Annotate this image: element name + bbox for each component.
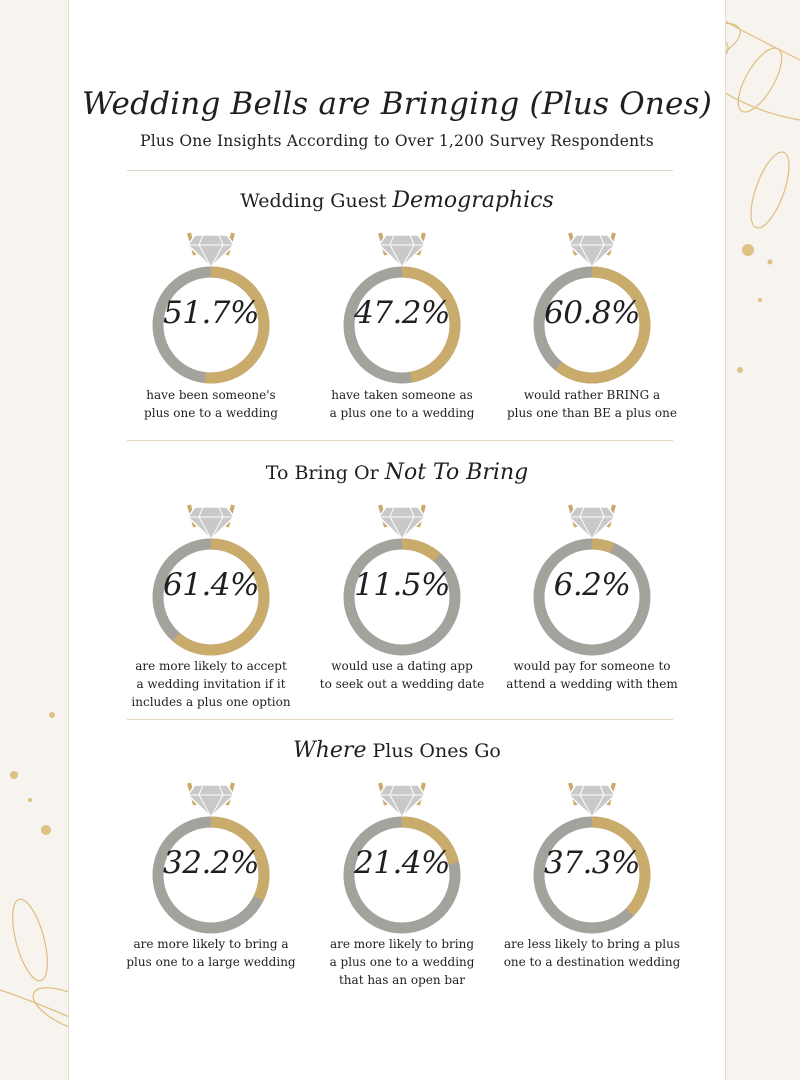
ring-percentage: 32.2%: [163, 845, 259, 881]
caption-line: plus one than BE a plus one: [507, 406, 677, 420]
page-title: Wedding Bells are Bringing (Plus Ones): [82, 86, 712, 122]
section-title-plain: To Bring Or: [265, 462, 379, 484]
page-subtitle: Plus One Insights According to Over 1,200 Survey Respondents: [140, 132, 654, 150]
ring-percentage: 37.3%: [544, 845, 640, 881]
caption-line: that has an open bar: [338, 973, 466, 987]
caption-line: have taken someone as: [331, 388, 473, 402]
ring-chart: [512, 497, 672, 667]
diamond-icon: [569, 507, 615, 539]
caption-line: would use a dating app: [331, 659, 473, 673]
ring-chart: [322, 225, 482, 395]
ring-percentage: 47.2%: [354, 295, 450, 331]
diamond-icon: [379, 785, 425, 817]
caption-line: plus one to a wedding: [144, 406, 278, 420]
ring-caption: [302, 935, 502, 989]
ring-percentage: 21.4%: [354, 845, 450, 881]
ring-caption: [111, 935, 311, 971]
ring-caption: [492, 657, 692, 693]
ring-chart: [131, 497, 291, 667]
caption-line: are more likely to bring: [329, 937, 475, 951]
caption-line: would rather BRING a: [523, 388, 661, 402]
section-title-plain: Wedding Guest: [240, 190, 387, 212]
caption-line: a plus one to a wedding: [329, 406, 475, 420]
diamond-icon: [188, 235, 234, 267]
caption-line: are more likely to accept: [135, 659, 287, 673]
diamond-icon: [569, 785, 615, 817]
ring-caption: [302, 657, 502, 693]
diamond-icon: [569, 235, 615, 267]
divider: [127, 440, 673, 441]
ring-chart: [131, 775, 291, 945]
diamond-icon: [379, 507, 425, 539]
section-title-demographics: [69, 188, 725, 213]
ring-percentage: 11.5%: [354, 567, 450, 603]
ring-chart: [512, 775, 672, 945]
caption-line: to seek out a wedding date: [319, 677, 485, 691]
ring-percentage: 60.8%: [544, 295, 640, 331]
section-title-where: [69, 738, 725, 763]
caption-line: are less likely to bring a plus: [503, 937, 681, 951]
caption-line: attend a wedding with them: [506, 677, 678, 691]
caption-line: plus one to a large wedding: [126, 955, 296, 969]
ring-percentage: 51.7%: [163, 295, 259, 331]
diamond-icon: [379, 235, 425, 267]
ring-caption: [492, 935, 692, 971]
ring-chart: [322, 497, 482, 667]
divider: [127, 170, 673, 171]
ring-caption: [111, 386, 311, 422]
ring-percentage: 61.4%: [163, 567, 259, 603]
section-title-script: Demographics: [392, 188, 554, 213]
ring-percentage: 6.2%: [553, 567, 631, 603]
section-title-script: Not To Bring: [384, 460, 529, 485]
caption-line: one to a destination wedding: [503, 955, 681, 969]
section-title-script: Where: [293, 738, 367, 763]
section-title-plain: Plus Ones Go: [372, 740, 501, 762]
ring-chart: [512, 225, 672, 395]
ring-chart: [131, 225, 291, 395]
divider: [127, 719, 673, 720]
caption-line: would pay for someone to: [513, 659, 671, 673]
diamond-icon: [188, 507, 234, 539]
diamond-icon: [188, 785, 234, 817]
caption-line: a wedding invitation if it: [136, 677, 286, 691]
caption-line: a plus one to a wedding: [329, 955, 475, 969]
caption-line: are more likely to bring a: [133, 937, 289, 951]
section-title-to-bring: [69, 460, 725, 485]
caption-line: have been someone's: [146, 388, 276, 402]
ring-caption: [302, 386, 502, 422]
caption-line: includes a plus one option: [131, 695, 291, 709]
infographic-card: [68, 0, 726, 1080]
ring-caption: [492, 386, 692, 422]
ring-caption: [111, 657, 311, 711]
ring-chart: [322, 775, 482, 945]
